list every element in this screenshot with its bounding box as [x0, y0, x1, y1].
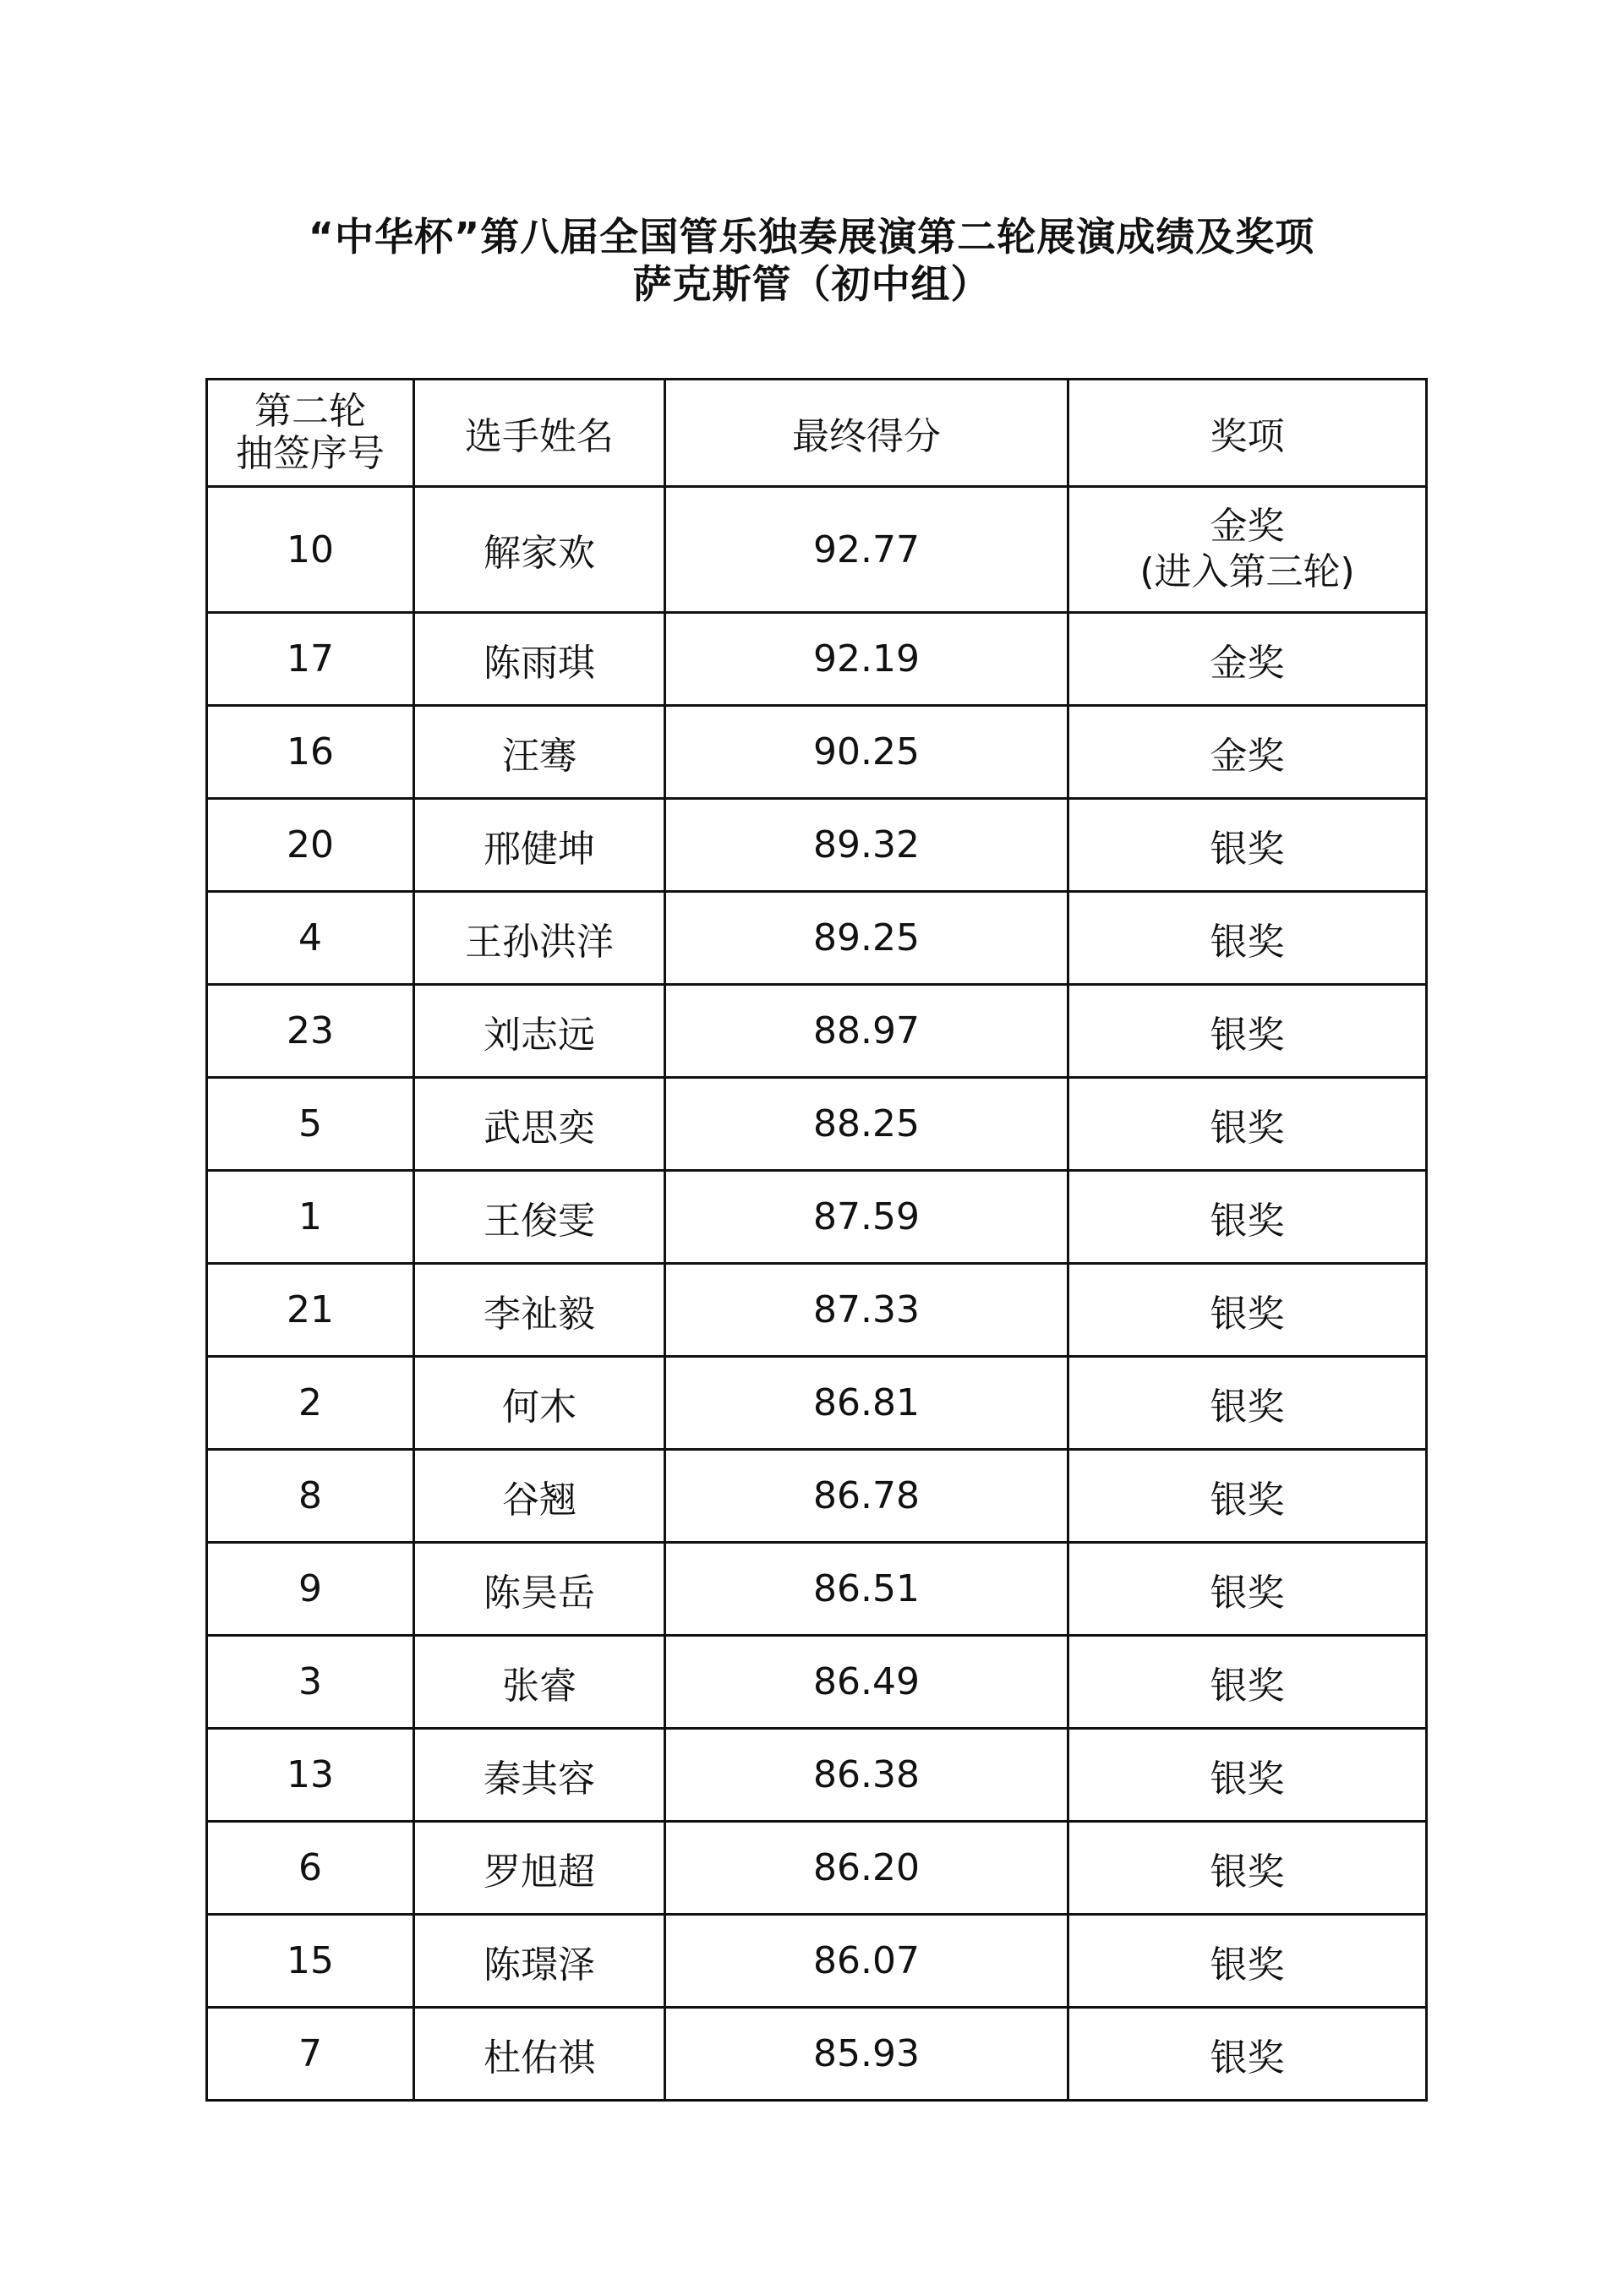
cell-score: 88.25 [665, 1078, 1068, 1171]
cell-award: 银奖 [1068, 1636, 1427, 1729]
award-line-1: 金奖 [1210, 505, 1285, 548]
header-award: 奖项 [1068, 380, 1427, 487]
table-row [207, 613, 1427, 706]
table-row [207, 2008, 1427, 2101]
cell-score: 86.20 [665, 1822, 1068, 1915]
cell-draw-number: 13 [207, 1729, 414, 1822]
award-line-2: (进入第三轮) [1139, 550, 1355, 593]
table-row [207, 1264, 1427, 1357]
cell-award: 银奖 [1068, 892, 1427, 985]
cell-name: 解家欢 [414, 487, 665, 613]
header-draw-number-line2: 抽签序号 [236, 432, 385, 475]
cell-name: 杜佑祺 [414, 2008, 665, 2101]
cell-draw-number: 16 [207, 706, 414, 799]
table-row [207, 1915, 1427, 2008]
title-line-1: “中华杯”第八届全国管乐独奏展演第二轮展演成绩及奖项 [308, 214, 1315, 260]
cell-name: 汪骞 [414, 706, 665, 799]
cell-award: 金奖 [1068, 613, 1427, 706]
table-row [207, 487, 1427, 613]
cell-award: 银奖 [1068, 985, 1427, 1078]
table-row [207, 1636, 1427, 1729]
cell-draw-number: 4 [207, 892, 414, 985]
table-row [207, 1171, 1427, 1264]
cell-award: 银奖 [1068, 1915, 1427, 2008]
table-row [207, 1078, 1427, 1171]
cell-name: 张睿 [414, 1636, 665, 1729]
cell-draw-number: 20 [207, 799, 414, 892]
cell-award: 银奖 [1068, 1450, 1427, 1543]
table-row [207, 1450, 1427, 1543]
cell-score: 85.93 [665, 2008, 1068, 2101]
cell-name: 刘志远 [414, 985, 665, 1078]
cell-award: 银奖 [1068, 1822, 1427, 1915]
header-draw-number [207, 380, 414, 487]
cell-draw-number: 23 [207, 985, 414, 1078]
cell-score: 86.49 [665, 1636, 1068, 1729]
cell-draw-number: 17 [207, 613, 414, 706]
cell-draw-number: 2 [207, 1357, 414, 1450]
cell-score: 92.77 [665, 487, 1068, 613]
cell-award: 银奖 [1068, 1357, 1427, 1450]
cell-draw-number: 9 [207, 1543, 414, 1636]
cell-score: 89.32 [665, 799, 1068, 892]
cell-score: 86.78 [665, 1450, 1068, 1543]
cell-score: 86.07 [665, 1915, 1068, 2008]
cell-score: 86.38 [665, 1729, 1068, 1822]
table-row [207, 892, 1427, 985]
cell-draw-number: 1 [207, 1171, 414, 1264]
cell-award [1068, 487, 1427, 613]
cell-name: 陈璟泽 [414, 1915, 665, 2008]
cell-draw-number: 21 [207, 1264, 414, 1357]
document-title [0, 213, 1623, 308]
cell-score: 89.25 [665, 892, 1068, 985]
table-row [207, 1357, 1427, 1450]
cell-draw-number: 8 [207, 1450, 414, 1543]
table-header-row [207, 380, 1427, 487]
cell-award: 银奖 [1068, 1078, 1427, 1171]
cell-name: 秦其容 [414, 1729, 665, 1822]
table-row [207, 1822, 1427, 1915]
cell-award: 银奖 [1068, 1543, 1427, 1636]
cell-name: 谷翘 [414, 1450, 665, 1543]
header-draw-number-line1: 第二轮 [254, 390, 366, 433]
cell-name: 王孙洪洋 [414, 892, 665, 985]
cell-score: 92.19 [665, 613, 1068, 706]
cell-score: 90.25 [665, 706, 1068, 799]
cell-name: 陈昊岳 [414, 1543, 665, 1636]
cell-name: 罗旭超 [414, 1822, 665, 1915]
results-table [205, 378, 1428, 2102]
cell-name: 武思奕 [414, 1078, 665, 1171]
cell-name: 陈雨琪 [414, 613, 665, 706]
cell-name: 王俊雯 [414, 1171, 665, 1264]
cell-name: 邢健坤 [414, 799, 665, 892]
cell-draw-number: 10 [207, 487, 414, 613]
cell-name: 何木 [414, 1357, 665, 1450]
table-row [207, 1543, 1427, 1636]
title-line-2: 萨克斯管（初中组） [632, 261, 991, 307]
cell-score: 86.81 [665, 1357, 1068, 1450]
cell-name: 李祉毅 [414, 1264, 665, 1357]
cell-award: 金奖 [1068, 706, 1427, 799]
table-row [207, 799, 1427, 892]
cell-award: 银奖 [1068, 799, 1427, 892]
cell-award: 银奖 [1068, 1729, 1427, 1822]
cell-draw-number: 15 [207, 1915, 414, 2008]
cell-draw-number: 7 [207, 2008, 414, 2101]
cell-draw-number: 5 [207, 1078, 414, 1171]
cell-draw-number: 6 [207, 1822, 414, 1915]
table-row [207, 706, 1427, 799]
cell-score: 88.97 [665, 985, 1068, 1078]
table-row [207, 1729, 1427, 1822]
cell-draw-number: 3 [207, 1636, 414, 1729]
cell-award: 银奖 [1068, 2008, 1427, 2101]
cell-score: 87.59 [665, 1171, 1068, 1264]
cell-award: 银奖 [1068, 1171, 1427, 1264]
cell-score: 86.51 [665, 1543, 1068, 1636]
cell-score: 87.33 [665, 1264, 1068, 1357]
header-score: 最终得分 [665, 380, 1068, 487]
table-row [207, 985, 1427, 1078]
header-name: 选手姓名 [414, 380, 665, 487]
cell-award: 银奖 [1068, 1264, 1427, 1357]
